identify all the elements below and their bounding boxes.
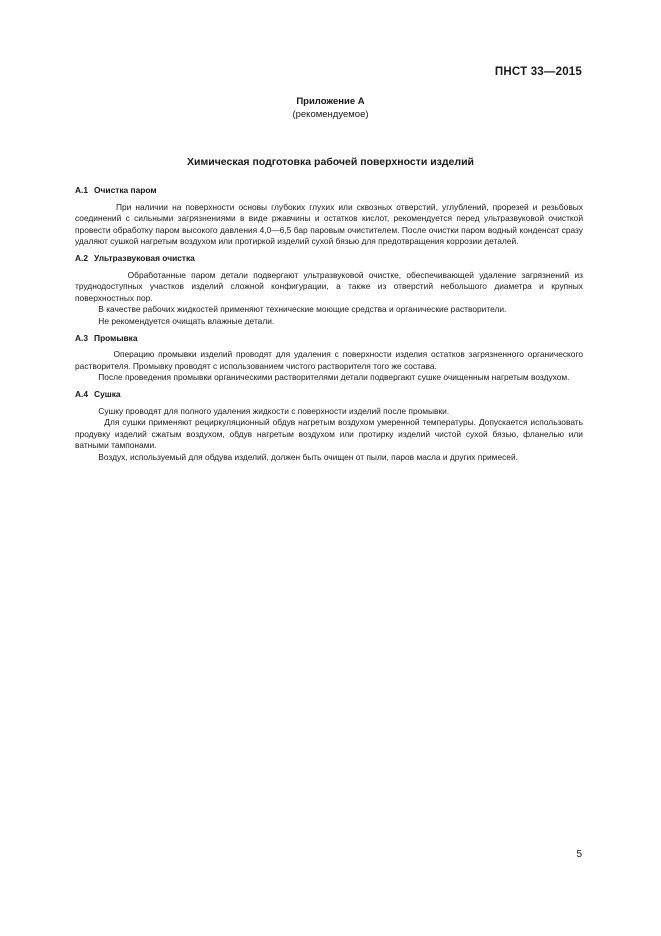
paragraph-text: После проведения промывки органическими растворителями детали подвергают сушке очищенным нагретым воздухом.	[98, 372, 570, 382]
document-body	[75, 185, 583, 469]
section-heading	[75, 333, 583, 345]
appendix-title: Приложение А	[296, 96, 365, 107]
section-number: А.2	[75, 253, 89, 263]
section-title: Промывка	[94, 332, 138, 343]
paragraph-text: В качестве рабочих жидкостей применяют технические моющие средства и органические растворители.	[98, 304, 507, 314]
paragraph	[75, 316, 583, 328]
section-a4	[75, 389, 583, 463]
paragraph	[75, 417, 583, 452]
paragraph-text: Для сушки применяют рециркуляционный обдув нагретым воздухом умеренной температуры. Допускается использовать продувку изделий сжатым воздухом, обдув нагретым воздухом или протирку изделий чистой сухой бязью, фланелью или ватными тампонами.	[75, 417, 583, 450]
section-number: А.3	[75, 332, 89, 343]
paragraph	[75, 202, 583, 248]
document-code: ПНСТ 33—2015	[494, 66, 582, 78]
section-heading	[75, 253, 583, 265]
paragraph	[75, 372, 583, 384]
section-title: Сушка	[94, 389, 121, 399]
paragraph-text: Обработанные паром детали подвергают ультразвуковой очистке, обеспечивающей удаление загрязнений из труднодоступных участков изделий сложной конфигурации, а также из отверстий небольшого диаметра и крупных поверхностных пор.	[75, 269, 583, 303]
paragraph	[75, 270, 583, 305]
section-a2	[75, 253, 583, 327]
section-heading	[75, 389, 583, 401]
paragraph-text: Сушку проводят для полного удаления жидкости с поверхности изделий после промывки.	[98, 405, 450, 416]
page-number: 5	[576, 849, 582, 860]
section-heading	[75, 185, 583, 197]
paragraph	[75, 304, 583, 316]
paragraph	[75, 349, 583, 372]
section-a3	[75, 333, 583, 384]
appendix-subtitle: (рекомендуемое)	[292, 109, 369, 120]
section-a1	[75, 185, 583, 248]
section-number: А.4	[75, 389, 89, 399]
section-title: Ультразвуковая очистка	[94, 253, 195, 263]
paragraph	[75, 452, 583, 464]
paragraph-text: При наличии на поверхности основы глубоких глухих или сквозных отверстий, углублений, прорезей и резьбовых соединений с сильными загрязнениями в виде ржавчины и остатков кислот, рекомендуется перед ультразвуковой очисткой провести обработку паром высокого давления 4,0—6,5 бар паровым очистителем. После очистки паром водный конденсат сразу удаляют сушкой нагретым воздухом или протиркой изделий сухой бязью для предотвращения коррозии деталей.	[75, 201, 583, 246]
page-title: Химическая подготовка рабочей поверхности изделий	[187, 156, 474, 168]
paragraph-text: Воздух, используемый для обдува изделий, должен быть очищен от пыли, паров масла и других примесей.	[98, 451, 518, 462]
paragraph-text: Не рекомендуется очищать влажные детали.	[98, 315, 275, 326]
section-title: Очистка паром	[94, 185, 157, 195]
paragraph-text: Операцию промывки изделий проводят для удаления с поверхности изделия остатков загрязненного органического растворителя. Промывку проводят с использованием чистого растворителя того же состава.	[75, 349, 583, 371]
paragraph	[75, 406, 583, 418]
appendix-header	[0, 95, 661, 121]
section-number: А.1	[75, 185, 89, 195]
